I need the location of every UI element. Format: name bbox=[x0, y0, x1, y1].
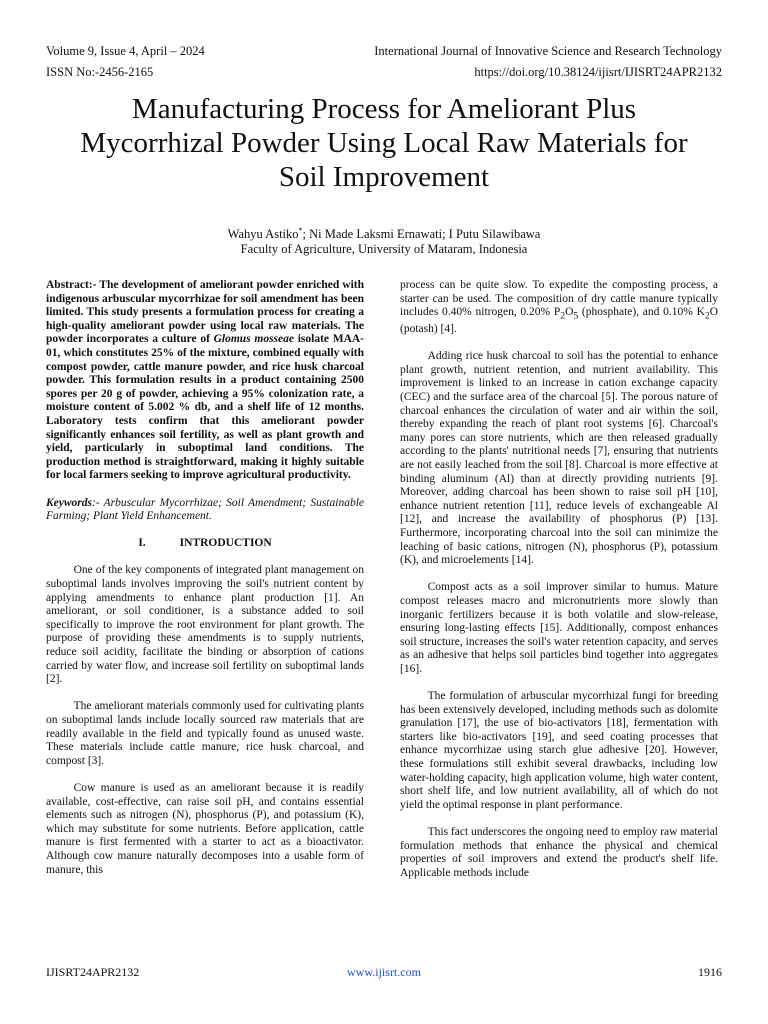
footer-site-link[interactable]: www.ijisrt.com bbox=[347, 965, 421, 979]
intro-paragraph-3: Cow manure is used as an ameliorant because it is readily available, cost-effective, can raise soil pH, and contains essential elements such as nitrogen (N), phosphorus (P), and potassium (K), which may substitute for some nutrients. Before application, cattle manure is first fermented with a starter to act as a bioactivator. Although cow manure naturally decomposes into a usable form of manure, this bbox=[46, 781, 364, 876]
formulation-paragraph: The formulation of arbuscular mycorrhizal fungi for breeding has been extensively developed, including methods such as dolomite granulation [17], the use of bio-activators [18], fermentation with starters like bio-activators [19], and seed coating processes that enhance mycorrhizae using starch glue adhesive [20]. However, these formulations still exhibit several drawbacks, including low water-holding capacity, high application volume, high water content, short shelf life, and low nutrient availability, all of which do not yield the optimal response in plant performance. bbox=[400, 690, 718, 811]
intro-paragraph-2: The ameliorant materials commonly used for cultivating plants on suboptimal lands include locally sourced raw materials that are readily available in the field and typically found as unused waste. These materials include cattle manure, rice husk charcoal, and compost [3]. bbox=[46, 700, 364, 767]
page-number: 1916 bbox=[698, 965, 722, 979]
author-block bbox=[40, 223, 728, 257]
doi-link[interactable]: https://doi.org/10.38124/ijisrt/IJISRT24APR2132 bbox=[474, 65, 722, 79]
continued-paragraph bbox=[400, 279, 718, 337]
cont-text-a: process can be quite slow. To expedite the composting process, a starter can be used. The composition of dry cattle manure typically includes 0.40% nitrogen, 0.20% P bbox=[400, 279, 718, 319]
paper-title bbox=[40, 92, 728, 194]
raw-material-paragraph: This fact underscores the ongoing need to employ raw material formulation methods that enhance the physical and chemical properties of soil improvers and extend the product's shelf life. Applicable methods include bbox=[400, 826, 718, 879]
sub-1: 2 bbox=[560, 310, 566, 322]
footer-site-wrap bbox=[0, 965, 768, 980]
cont-text-c: (phosphate), and 0.10% K bbox=[578, 306, 705, 319]
title-line-2: Mycorrhizal Powder Using Local Raw Materials for bbox=[80, 127, 688, 159]
volume-info: Volume 9, Issue 4, April – 2024 bbox=[46, 44, 205, 58]
section-heading bbox=[46, 537, 364, 551]
section-title: INTRODUCTION bbox=[179, 537, 272, 550]
abstract-text-2: isolate MAA-01, which constitutes 25% of the mixture, combined equally with compost powder, cattle manure powder, and rice husk charcoal powder. This formulation results in a product containing 2500 spores per 20 g of powder, achieving a 95% colonization rate, a moisture content of 5.002 % db, and a shelf life of 12 months. Laboratory tests confirm that this ameliorant powder significantly enhances soil fertility, as well as plant growth and yield, particularly in suboptimal land conditions. The production method is straightforward, making it highly suitable for local farmers seeking to improve agricultural productivity. bbox=[46, 333, 365, 482]
right-column bbox=[400, 279, 718, 894]
sub-2: 5 bbox=[573, 310, 579, 322]
compost-paragraph: Compost acts as a soil improver similar to humus. Mature compost releases macro and micronutrients more slowly than inorganic fertilizers because it is both volatile and slow-release, ensuring long-lasting effects [15]. Additionally, compost enhances soil structure, increases the soil's water retention capacity, and serves as an adhesive that helps soil particles bind together into aggregates [16]. bbox=[400, 581, 718, 675]
species-name: Glomus mosseae bbox=[213, 333, 294, 346]
title-line-3: Soil Improvement bbox=[278, 161, 490, 193]
cont-text-d: O (potash) [4]. bbox=[400, 306, 718, 336]
affiliation: Faculty of Agriculture, University of Mataram, Indonesia bbox=[240, 242, 528, 257]
abstract-text-1: Abstract:- The development of ameliorant powder enriched with indigenous arbuscular mycorrhizae for soil amendment has been limited. This study presents a formulation process for creating a high-quality ameliorant powder using local raw materials. The powder incorporates a culture of bbox=[46, 279, 364, 346]
title-line-1: Manufacturing Process for Ameliorant Plus bbox=[131, 93, 637, 125]
left-column bbox=[46, 279, 364, 891]
sub-3: 2 bbox=[704, 310, 710, 322]
footer-code: IJISRT24APR2132 bbox=[46, 965, 140, 979]
keywords-text: :- Arbuscular Mycorrhizae; Soil Amendment; Sustainable Farming; Plant Yield Enhancement. bbox=[46, 496, 364, 523]
corresponding-mark: * bbox=[298, 226, 303, 235]
intro-paragraph-1: One of the key components of integrated plant management on suboptimal lands involves improving the soil's nutrient content by applying amendments to enhance plant production [1]. An ameliorant, or soil conditioner, is a substance added to soil specifically to improve the root environment for plant growth. The purpose of providing these amendments is to supply nutrients, reduce soil acidity, facilitate the binding or absorption of cations carried by water flow, and increase soil fertility on suboptimal lands [2]. bbox=[46, 564, 364, 686]
abstract bbox=[46, 279, 364, 483]
other-authors: ; Ni Made Laksmi Ernawati; I Putu Silawibawa bbox=[302, 227, 541, 242]
journal-name: International Journal of Innovative Science and Research Technology bbox=[374, 44, 722, 58]
author-1: Wahyu Astiko bbox=[227, 227, 299, 242]
author-list bbox=[40, 223, 728, 242]
section-number: I. bbox=[138, 537, 146, 550]
charcoal-paragraph: Adding rice husk charcoal to soil has the potential to enhance plant growth, nutrient retention, and nutrient availability. This improvement is linked to an increase in cation exchange capacity (CEC) and the surface area of the charcoal [5]. The porous nature of charcoal enhances the circulation of water and air within the soil, thereby expanding the reach of plant root systems [6]. Charcoal's many pores can store nutrients, which are then released gradually according to the plants' nutritional needs [7], ensuring that nutrients are not easily leached from the soil [8]. Charcoal is more effective at binding aluminum (Al) than at directly providing nutrients [9]. Moreover, adding charcoal has been shown to raise soil pH [10], enhance nutrient retention [11], reduce levels of exchangeable Al [12], and increase the availability of phosphorus (P) [13]. Furthermore, incorporating charcoal into the soil can minimize the leaching of basic cations, nitrogen (N), phosphorus (P), potassium (K), and microelements [14]. bbox=[400, 350, 718, 567]
keywords-label: Keywords bbox=[46, 496, 92, 509]
cont-text-b: O bbox=[565, 306, 574, 319]
keywords bbox=[46, 497, 364, 524]
issn: ISSN No:-2456-2165 bbox=[46, 65, 154, 79]
